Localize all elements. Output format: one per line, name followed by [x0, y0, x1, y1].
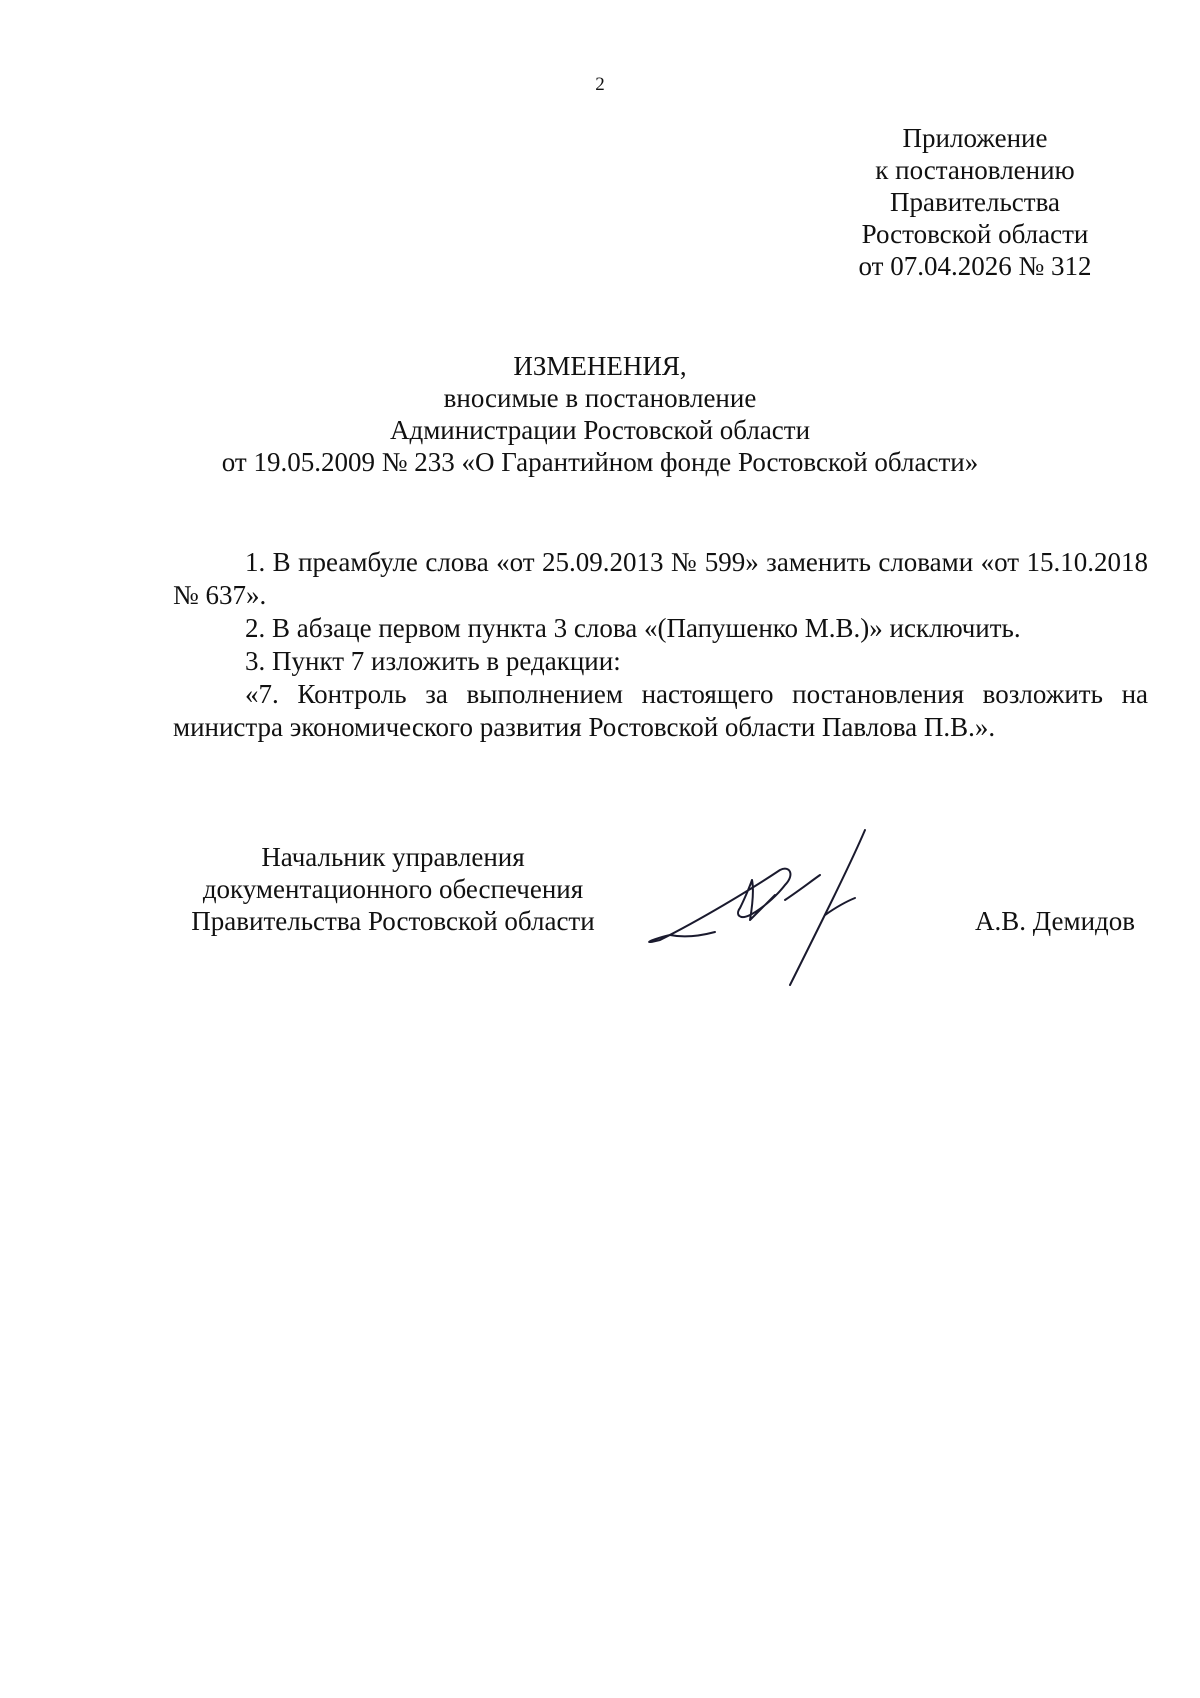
document-body	[173, 546, 1148, 744]
signer-name: А.В. Демидов	[975, 906, 1136, 936]
appendix-line: к постановлению	[875, 155, 1075, 185]
paragraph-2: 2. В абзаце первом пункта 3 слова «(Папушенко М.В.)» исключить.	[245, 613, 1021, 643]
signer-position-line: Начальник управления	[261, 842, 525, 872]
appendix-line: Приложение	[902, 123, 1048, 153]
paragraph-4: «7. Контроль за выполнением настоящего постановления возложить на министра экономического развития Ростовской области Павлова П.В.».	[173, 679, 1148, 742]
appendix-line: Правительства	[890, 187, 1060, 217]
appendix-line: от 07.04.2026 № 312	[858, 251, 1092, 281]
signer-position-line: Правительства Ростовской области	[191, 906, 595, 936]
signature-stroke	[670, 932, 715, 936]
handwritten-signature	[640, 820, 940, 990]
heading-line: вносимые в постановление	[443, 383, 757, 413]
heading-line: Администрации Ростовской области	[389, 415, 811, 445]
signature-stroke	[649, 869, 790, 942]
signature-stroke	[790, 830, 865, 985]
paragraph-1: 1. В преамбуле слова «от 25.09.2013 № 599» заменить словами «от 15.10.2018 № 637».	[173, 547, 1148, 610]
appendix-reference	[840, 122, 1110, 282]
signer-position-line: документационного обеспечения	[202, 874, 584, 904]
paragraph-3: 3. Пункт 7 изложить в редакции:	[245, 646, 621, 676]
document-heading	[160, 350, 1040, 478]
heading-line: от 19.05.2009 № 233 «О Гарантийном фонде Ростовской области»	[221, 447, 979, 477]
page-number: 2	[595, 74, 605, 95]
signer-position	[173, 841, 613, 937]
heading-title: ИЗМЕНЕНИЯ,	[513, 351, 687, 381]
appendix-line: Ростовской области	[861, 219, 1089, 249]
